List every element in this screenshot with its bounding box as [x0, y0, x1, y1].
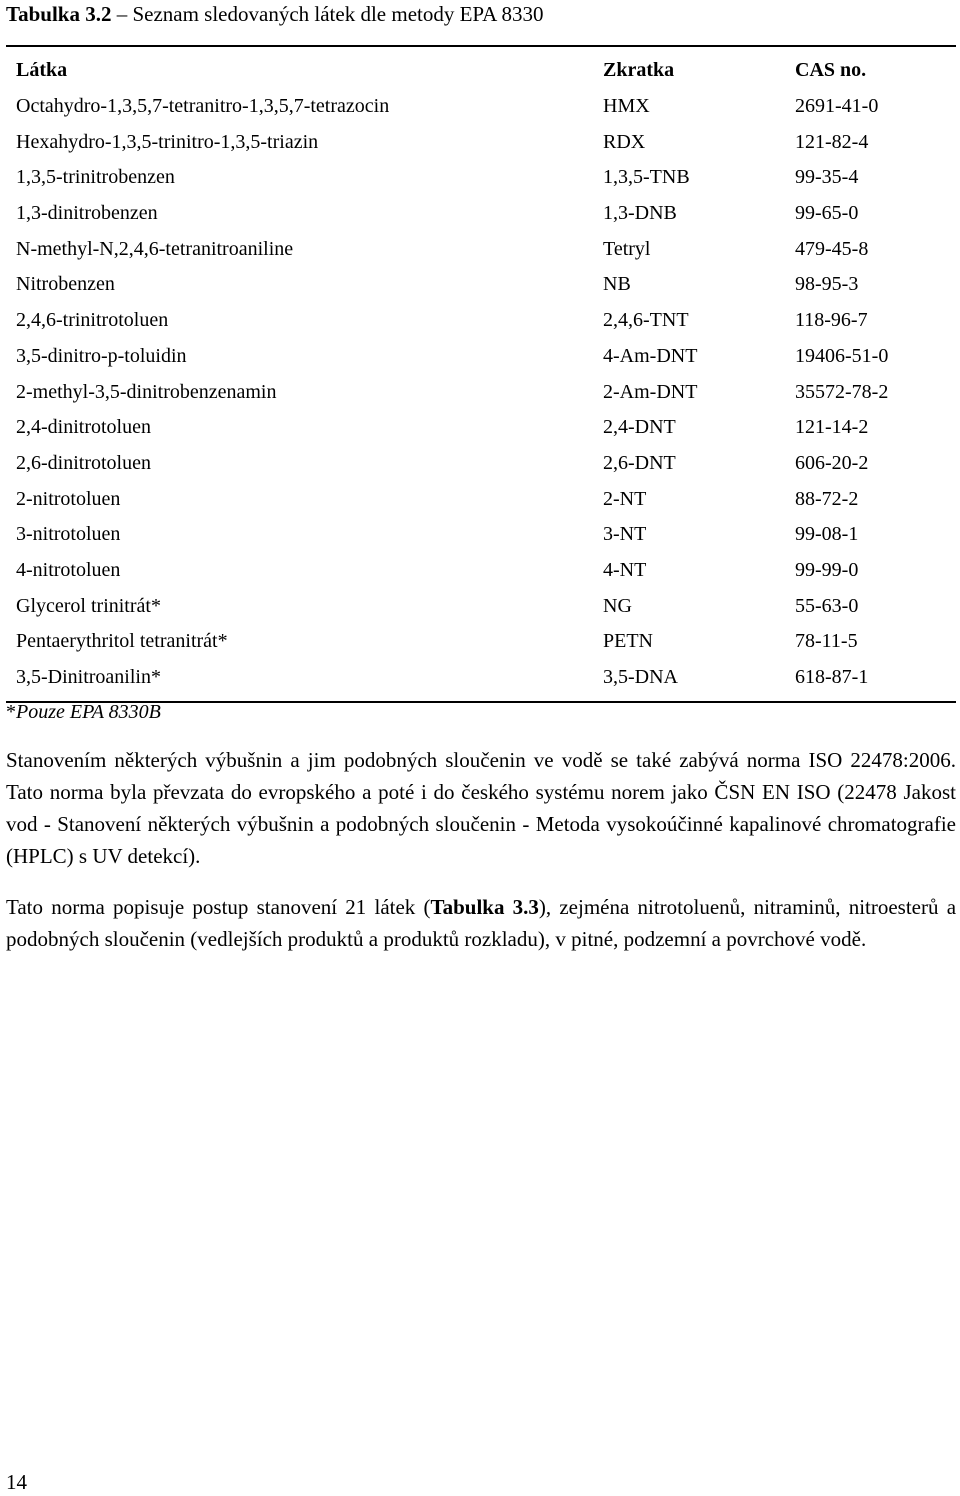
table-row — [6, 410, 956, 446]
table-row — [6, 624, 956, 660]
cell-cas: 121-14-2 — [795, 416, 869, 439]
cell-abbreviation: 3,5-DNA — [603, 666, 678, 689]
cell-cas: 88-72-2 — [795, 487, 859, 510]
cell-abbreviation: 4-Am-DNT — [603, 344, 698, 367]
cell-substance: N-methyl-N,2,4,6-tetranitroaniline — [16, 237, 294, 260]
cell-cas: 19406-51-0 — [795, 344, 889, 367]
table-row — [6, 481, 956, 517]
cell-cas: 35572-78-2 — [795, 380, 889, 403]
table-row — [6, 588, 956, 624]
cell-substance: 3,5-Dinitroanilin* — [16, 666, 161, 689]
cell-cas: 118-96-7 — [795, 309, 868, 332]
cell-cas: 479-45-8 — [795, 237, 869, 260]
footnote-text: Pouze EPA 8330B — [16, 701, 161, 723]
cell-substance: 2,6-dinitrotoluen — [16, 451, 151, 474]
cell-abbreviation: PETN — [603, 630, 653, 653]
header-abbreviation: Zkratka — [603, 59, 675, 82]
cell-abbreviation: NB — [603, 273, 631, 296]
cell-cas: 99-99-0 — [795, 558, 859, 581]
table-row — [6, 160, 956, 196]
cell-abbreviation: 3-NT — [603, 523, 647, 546]
paragraph-norm-scope — [6, 891, 956, 955]
table-row — [6, 124, 956, 160]
cell-substance: 2-nitrotoluen — [16, 487, 121, 510]
cell-substance: 3,5-dinitro-p-toluidin — [16, 344, 187, 367]
table-row — [6, 339, 956, 375]
table-top-rule — [6, 45, 956, 47]
cell-cas: 2691-41-0 — [795, 95, 879, 118]
cell-abbreviation: Tetryl — [603, 237, 651, 260]
cell-abbreviation: 2-Am-DNT — [603, 380, 698, 403]
cell-substance: 3-nitrotoluen — [16, 523, 121, 546]
paragraph-norm-scope-before: Tato norma popisuje postup stanovení 21 látek ( — [6, 895, 431, 919]
cell-substance: Hexahydro-1,3,5-trinitro-1,3,5-triazin — [16, 130, 319, 153]
table-row — [6, 267, 956, 303]
cell-abbreviation: 2,4-DNT — [603, 416, 676, 439]
cell-abbreviation: NG — [603, 594, 632, 617]
cell-abbreviation: 2,4,6-TNT — [603, 309, 689, 332]
cell-substance: Glycerol trinitrát* — [16, 594, 161, 617]
cell-cas: 78-11-5 — [795, 630, 858, 653]
cell-substance: 1,3-dinitrobenzen — [16, 202, 158, 225]
cell-cas: 55-63-0 — [795, 594, 859, 617]
cell-cas: 99-35-4 — [795, 166, 859, 189]
cell-cas: 121-82-4 — [795, 130, 869, 153]
paragraph-iso-norm: Stanovením některých výbušnin a jim podobných sloučenin ve vodě se také zabývá norma ISO 22478:2006. Tato norma byla převzata do evropského a poté i do českého systému norem jako ČSN EN ISO (22478 Jakost vod - Stanovení některých výbušnin a podobných sloučenin - Metoda vysokoúčinné kapalinové chromatografie (HPLC) s UV detekcí). — [6, 748, 956, 868]
cell-substance: 2-methyl-3,5-dinitrobenzenamin — [16, 380, 277, 403]
cell-abbreviation: 2-NT — [603, 487, 647, 510]
cell-substance: 2,4-dinitrotoluen — [16, 416, 151, 439]
cell-substance: 2,4,6-trinitrotoluen — [16, 309, 169, 332]
header-substance: Látka — [16, 59, 68, 82]
table-row — [6, 553, 956, 589]
table-footnote — [6, 697, 161, 727]
table-caption-label: Tabulka 3.2 — [6, 2, 112, 26]
cell-cas: 618-87-1 — [795, 666, 869, 689]
cell-substance: Nitrobenzen — [16, 273, 115, 296]
cell-abbreviation: 1,3-DNB — [603, 202, 677, 225]
cell-substance: 4-nitrotoluen — [16, 558, 121, 581]
footnote-star: * — [6, 701, 16, 723]
cell-cas: 99-08-1 — [795, 523, 859, 546]
table-row — [6, 517, 956, 553]
table-row — [6, 89, 956, 125]
header-cas: CAS no. — [795, 59, 867, 82]
cell-abbreviation: 2,6-DNT — [603, 451, 676, 474]
cell-abbreviation: HMX — [603, 95, 650, 118]
table-reference: Tabulka 3.3 — [430, 895, 539, 919]
substances-table-wrap — [6, 45, 956, 703]
table-row — [6, 374, 956, 410]
cell-cas: 99-65-0 — [795, 202, 859, 225]
cell-abbreviation: RDX — [603, 130, 646, 153]
table-caption — [6, 0, 543, 28]
table-row — [6, 303, 956, 339]
cell-cas: 606-20-2 — [795, 451, 869, 474]
table-row — [6, 660, 956, 696]
table-header-row — [6, 53, 956, 89]
cell-substance: 1,3,5-trinitrobenzen — [16, 166, 175, 189]
cell-abbreviation: 1,3,5-TNB — [603, 166, 690, 189]
paragraph-norm-scope-after: ), zejména nitrotoluenů, nitraminů, nitroesterů a podobných sloučenin (vedlejších produktů a produktů rozkladu), v pitné, podzemní a povrchové vodě. — [6, 895, 957, 951]
table-row — [6, 231, 956, 267]
cell-substance: Pentaerythritol tetranitrát* — [16, 630, 228, 653]
table-caption-text: – Seznam sledovaných látek dle metody EPA 8330 — [111, 2, 544, 26]
substances-table — [6, 53, 956, 695]
cell-abbreviation: 4-NT — [603, 558, 647, 581]
cell-cas: 98-95-3 — [795, 273, 859, 296]
page-number: 14 — [6, 1470, 27, 1494]
table-row — [6, 446, 956, 482]
cell-substance: Octahydro-1,3,5,7-tetranitro-1,3,5,7-tetrazocin — [16, 95, 390, 118]
table-row — [6, 196, 956, 232]
